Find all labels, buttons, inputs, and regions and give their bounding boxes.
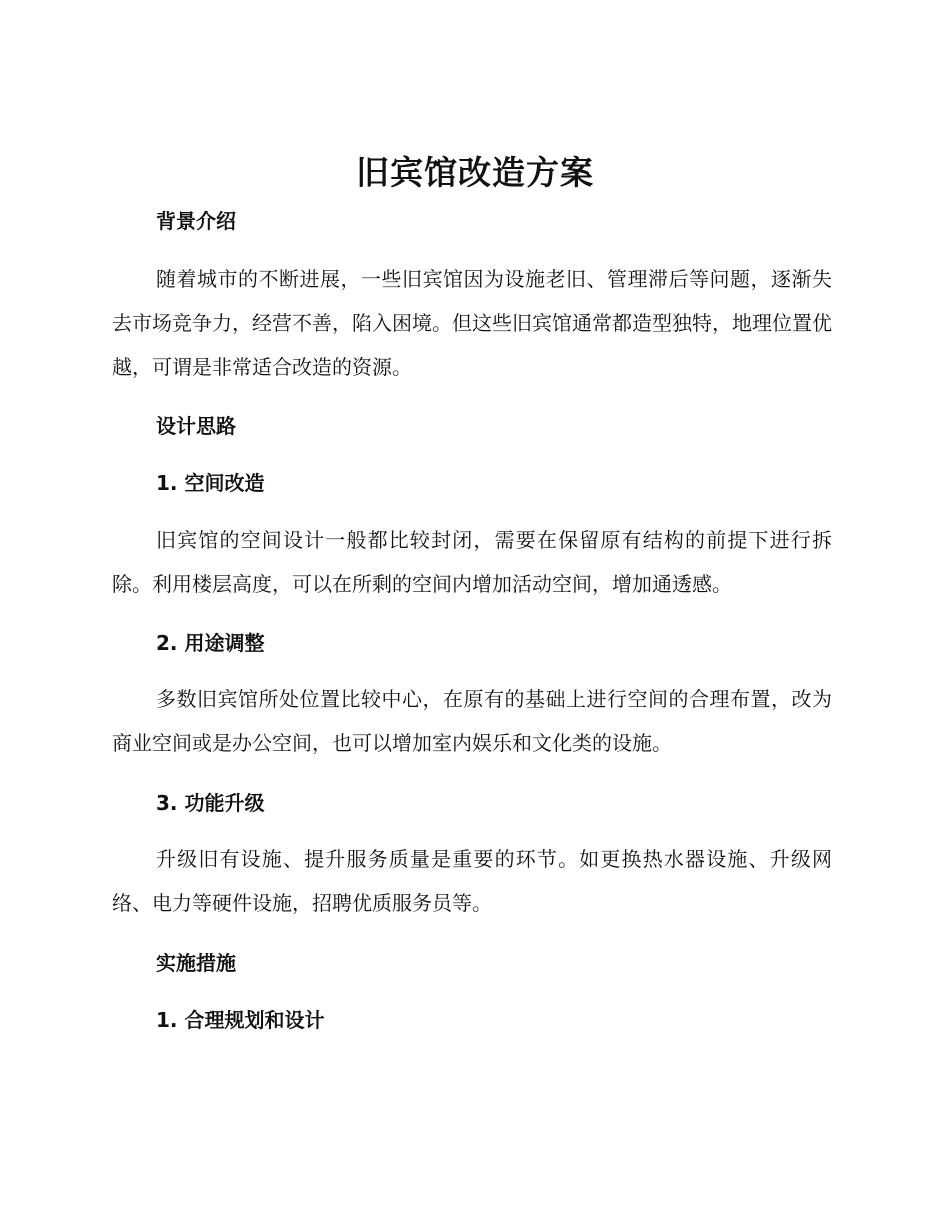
section-heading-design: 设计思路 (156, 414, 236, 438)
paragraph-background: 随着城市的不断进展，一些旧宾馆因为设施老旧、管理滞后等问题，逐渐失去市场竞争力，经营不善，陷入困境。但这些旧宾馆通常都造型独特，地理位置优越，可谓是非常适合改造的资源。 (112, 267, 832, 379)
subheading-function-upgrade: 3. 功能升级 (156, 791, 265, 815)
paragraph-use-adjustment: 多数旧宾馆所处位置比较中心，在原有的基础上进行空间的合理布置，改为商业空间或是办公空间，也可以增加室内娱乐和文化类的设施。 (112, 687, 832, 755)
paragraph-space-renovation: 旧宾馆的空间设计一般都比较封闭，需要在保留原有结构的前提下进行拆除。利用楼层高度，可以在所剩的空间内增加活动空间，增加通透感。 (112, 528, 832, 596)
section-heading-implementation: 实施措施 (156, 951, 236, 975)
document-title: 旧宾馆改造方案 (356, 153, 594, 192)
paragraph-function-upgrade: 升级旧有设施、提升服务质量是重要的环节。如更换热水器设施、升级网络、电力等硬件设施，招聘优质服务员等。 (112, 847, 832, 915)
section-heading-background: 背景介绍 (156, 209, 236, 233)
subheading-use-adjustment: 2. 用途调整 (156, 631, 265, 655)
subheading-planning-design: 1. 合理规划和设计 (156, 1008, 325, 1032)
subheading-space-renovation: 1. 空间改造 (156, 471, 265, 495)
